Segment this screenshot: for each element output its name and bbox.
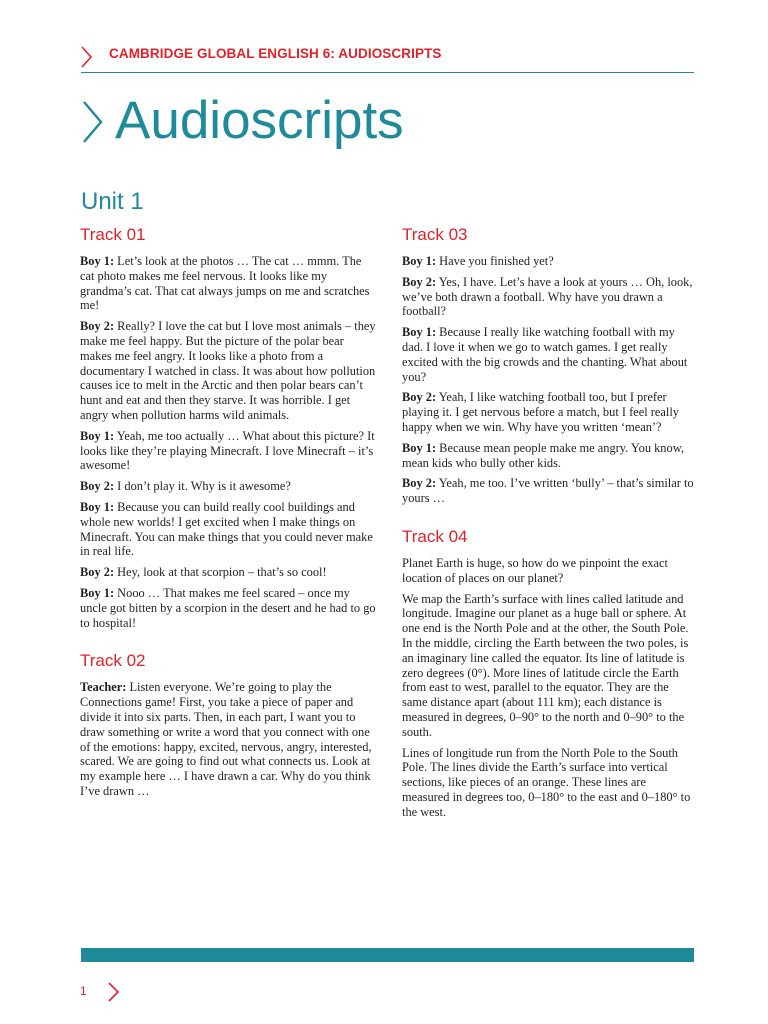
footer-bar [81,948,694,962]
dialogue-text: Yes, I have. Let’s have a look at yours … Oh, look, we’ve both drawn a football. Why have you drawn a football? [402,274,693,319]
speaker-label: Boy 2: [402,476,437,491]
dialogue-text: Yeah, I like watching football too, but I prefer playing it. I get nervous before a match, but I feel really happy when we win. Why have you written ‘mean’? [402,390,679,434]
speaker-label: Boy 1: [402,254,437,268]
paragraph: Lines of longitude run from the North Pole to the South Pole. The lines divide the Earth’s surface into vertical sections, like pieces of an orange. These lines are measured in degrees too, 0–180° to the east and 0–180° to the west. [402,745,691,819]
speaker-label: Teacher: [80,680,127,695]
dialogue-line [402,275,696,319]
dialogue-text: Yeah, me too actually … What about this picture? It looks like they’re playing Minecraft. I love Minecraft – it’s awesome! [80,428,375,473]
right-column [402,224,696,826]
dialogue-line [402,325,696,384]
speaker-label: Boy 2: [402,390,437,405]
chevron-right-icon [108,982,120,1002]
dialogue-line [402,476,696,506]
dialogue-line [80,586,376,630]
dialogue-line [402,441,696,471]
chevron-right-icon [81,46,93,68]
dialogue-line [80,254,376,313]
page-title: Audioscripts [115,91,404,150]
speaker-label: Boy 2: [402,274,437,289]
dialogue-text: Yeah, me too. I’ve written ‘bully’ – that’s similar to yours … [402,476,694,506]
dialogue-text: Hey, look at that scorpion – that’s so cool! [114,565,327,580]
unit-title: Unit 1 [81,188,144,215]
speaker-label: Boy 1: [402,440,437,455]
dialogue-line [80,429,376,473]
speaker-label: Boy 1: [80,585,115,600]
dialogue-text: Listen everyone. We’re going to play the Connections game! First, you take a piece of paper and divide it into six parts. Then, in each part, I want you to draw something or write a word that you connect with one of the emotions: happy, excited, nervous, angry, interested, scared. We are going to find out what connects us. Look at my example here … I have drawn a car. Why do you think I’ve drawn … [80,680,372,798]
dialogue-text: I don’t play it. Why is it awesome? [114,479,291,494]
header-title: CAMBRIDGE GLOBAL ENGLISH 6: AUDIOSCRIPTS [109,46,442,61]
running-header [81,42,694,73]
track-title: Track 01 [80,225,146,244]
dialogue-text: Really? I love the cat but I love most animals – they make me feel happy. But the picture of the polar bear makes me feel angry. It looks like a photo from a documentary I watched in class. It was about how pollution causes ice to melt in the Arctic and then polar bears can’t hunt and eat and then they starve. It was horrible. I get angry when pollution harms wild animals. [80,319,376,422]
speaker-label: Boy 2: [80,479,115,494]
page-number: 1 [80,984,87,998]
dialogue-text: Because I really like watching football with my dad. I love it when we go to watch games. I get really excited with the big crowds and the chanting. What about you? [402,325,688,384]
dialogue-text: Nooo … That makes me feel scared – once my uncle got bitten by a scorpion in the desert and he had to go to hospital! [80,585,376,630]
speaker-label: Boy 1: [80,254,115,268]
dialogue-line [80,565,376,580]
track-title: Track 03 [402,225,468,244]
dialogue-line [80,319,376,423]
chevron-right-icon [82,100,104,144]
paragraph: We map the Earth’s surface with lines called latitude and longitude. Imagine our planet as a huge ball or sphere. At one end is the North Pole and at the other, the South Pole. In the middle, circling the Earth between the two poles, is an imaginary line called the equator. Its line of latitude is zero degrees (0°). More lines of latitude circle the Earth from east to west, parallel to the equator. They are the same distance apart (about 111 km); each distance is measured in degrees, 0–90° to the north and 0–90° to the south. [402,591,689,739]
speaker-label: Boy 2: [80,319,115,334]
dialogue-line [402,390,696,434]
track-title: Track 02 [80,651,146,671]
dialogue-line [80,500,376,559]
dialogue-text: Because mean people make me angry. You know, mean kids who bully other kids. [402,440,684,470]
dialogue-text: Let’s look at the photos … The cat … mmm. The cat photo makes me feel nervous. It looks like my grandma’s cat. That cat always jumps on me and scratches me! [80,254,370,313]
speaker-label: Boy 1: [80,499,115,514]
speaker-label: Boy 2: [80,565,115,580]
dialogue-text: Because you can build really cool buildings and whole new worlds! I get excited when I make things on Minecraft. You can make things that you could never make in real life. [80,499,373,559]
speaker-label: Boy 1: [80,428,115,443]
speaker-label: Boy 1: [402,325,437,340]
track-title: Track 04 [402,526,468,546]
dialogue-line [80,479,376,494]
dialogue-line [402,254,696,269]
left-column [80,224,376,805]
dialogue-text: Have you finished yet? [436,254,554,268]
paragraph: Planet Earth is huge, so how do we pinpoint the exact location of places on our planet? [402,555,668,585]
dialogue-line [80,680,376,798]
